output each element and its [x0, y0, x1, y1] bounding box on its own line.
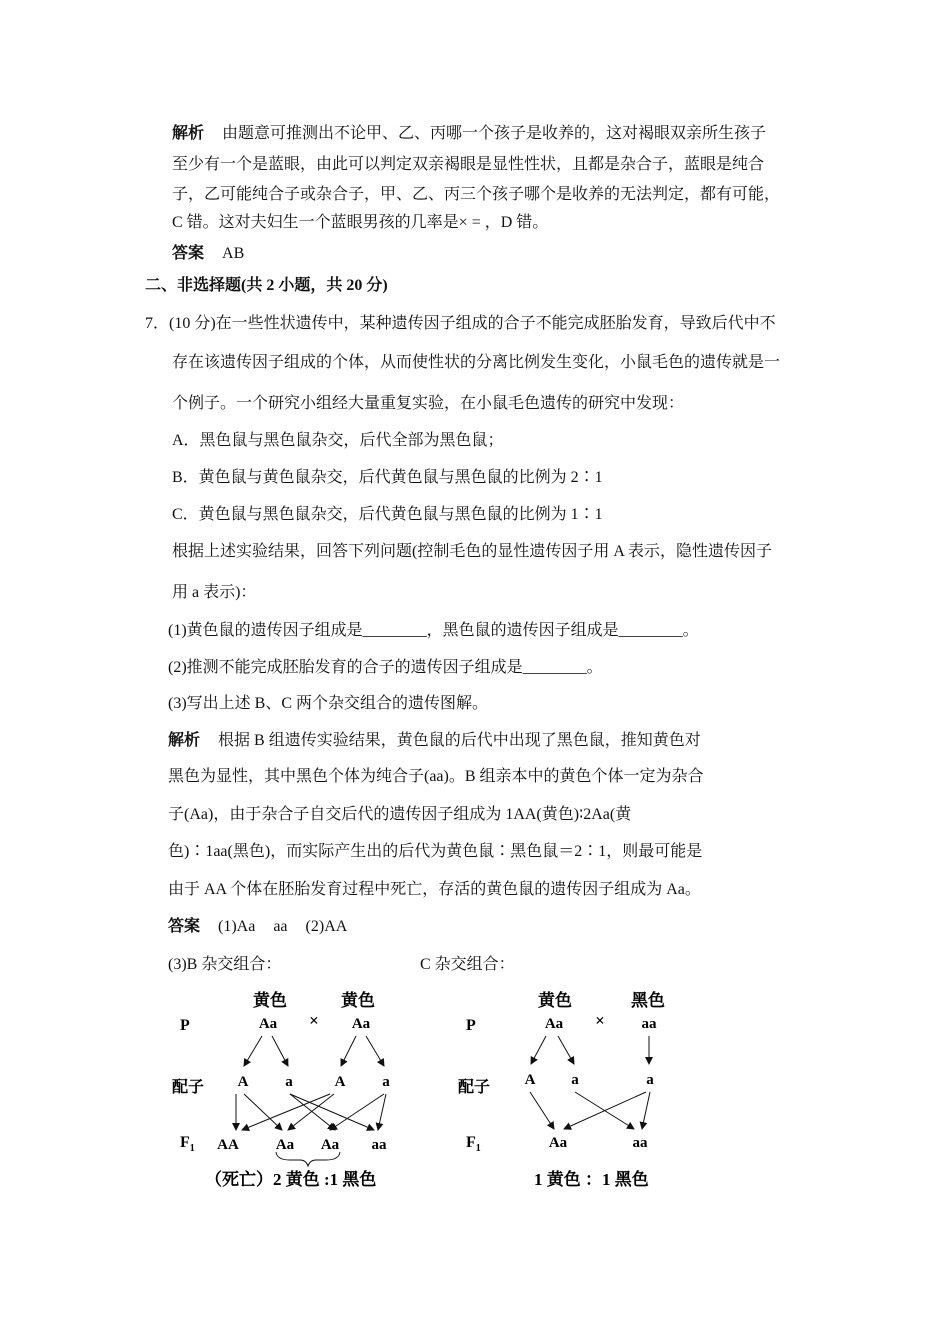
cross-b-offspring-1: AA: [217, 1137, 239, 1153]
cross-c-ratio: 1 黄色 ：1 黑色: [534, 1170, 649, 1189]
cross-b-offspring-3: Aa: [320, 1137, 340, 1153]
cross-b-brace: [276, 1152, 340, 1166]
answer-label: 答案: [172, 245, 205, 262]
cross-b-row-f1: $F_1$: [180, 1134, 195, 1154]
analysis2-label: 解析: [168, 732, 201, 749]
analysis-line-2: 至少有一个是蓝眼，由此可以判定双亲褐眼是显性性状，且都是杂合子，蓝眼是纯合: [172, 156, 765, 173]
cross-b-gamete-4: a: [382, 1074, 390, 1090]
cross-b-offspring-2: Aa: [275, 1137, 295, 1153]
analysis-line-4: C 错。这对夫妇生一个蓝眼男孩的几率是× = ，D 错。: [172, 214, 549, 231]
analysis-line-1: 解析 由题意可推测出不论甲、乙、丙哪一个孩子是收养的，这对褐眼双亲所生孩子: [172, 125, 767, 142]
option-b: B．黄色鼠与黄色鼠杂交，后代黄色鼠与黑色鼠的比例为 2∶1: [172, 469, 603, 486]
answer-2: 答案 (1)Aa aa (2)AA: [168, 918, 348, 935]
cross-b-arrows: [236, 1036, 386, 1130]
cross-c-gamete-1: A: [524, 1072, 536, 1088]
subquestion-1: (1)黄色鼠的遗传因子组成是________，黑色鼠的遗传因子组成是________。: [168, 622, 699, 639]
cross-c-offspring-1: Aa: [548, 1135, 568, 1151]
cross-c-row-p: P: [466, 1017, 476, 1034]
cross-b-row-gamete: 配子: [172, 1079, 205, 1096]
analysis-line-3: 子，乙可能纯合子或杂合子，甲、乙、丙三个孩子哪个是收养的无法判定，都有可能，: [172, 186, 781, 203]
cross-c-row-gamete: 配子: [458, 1079, 491, 1096]
cross-b-gamete-3: A: [334, 1074, 346, 1090]
cross-b-parent2-pheno: 黄色: [341, 991, 375, 1010]
cross-c-parent1-geno: Aa: [544, 1016, 564, 1032]
cross-b-parent1-geno: Aa: [258, 1016, 278, 1032]
cross-c-cross-symbol: ×: [595, 1011, 605, 1030]
section-title: 二、非选择题(共 2 小题，共 20 分): [145, 277, 388, 294]
cross-c-gamete-2: a: [571, 1072, 579, 1088]
cross-c-parent1-pheno: 黄色: [538, 991, 572, 1010]
subquestion-2: (2)推测不能完成胚胎发育的合子的遗传因子组成是________。: [168, 659, 603, 676]
analysis2-line-2: 黑色为显性，其中黑色个体为纯合子(aa)。B 组亲本中的黄色个体一定为杂合: [168, 768, 704, 785]
analysis-label: 解析: [172, 125, 205, 142]
cross-b-gamete-1: A: [237, 1074, 249, 1090]
subquestion-3: (3)写出上述 B、C 两个杂交组合的遗传图解。: [168, 695, 489, 712]
cross-c-offspring-2: aa: [632, 1135, 648, 1151]
cross-b-title: (3)B 杂交组合：: [168, 956, 282, 973]
cross-b-diagram: [172, 990, 390, 1189]
analysis2-line-4: 色)∶1aa(黑色)，而实际产生出的后代为黄色鼠∶黑色鼠＝2∶1，则最可能是: [168, 843, 703, 860]
option-a: A．黑色鼠与黑色鼠杂交，后代全部为黑色鼠；: [172, 432, 504, 449]
analysis2-line-3: 子(Aa)，由于杂合子自交后代的遗传因子组成为 1AA(黄色)∶2Aa(黄: [168, 806, 632, 823]
cross-c-diagram: [458, 990, 665, 1189]
cross-c-parent2-pheno: 黑色: [631, 991, 665, 1010]
cross-c-row-f1: $F_1$: [466, 1134, 481, 1154]
cross-b-ratio: （死亡）2 黄色 :1 黑色: [205, 1170, 377, 1189]
cross-c-title: C 杂交组合：: [420, 956, 515, 973]
cross-c-gamete-3: a: [646, 1072, 654, 1088]
cross-c-parent2-geno: aa: [641, 1016, 657, 1032]
analysis2-line-1: 解析 根据 B 组遗传实验结果，黄色鼠的后代中出现了黑色鼠，推知黄色对: [168, 732, 701, 749]
cross-c-arrows: [530, 1036, 650, 1129]
question-line-1: 7．(10 分)在一些性状遗传中，某种遗传因子组成的合子不能完成胚胎发育，导致后代中不: [145, 315, 776, 332]
cross-b-gamete-2: a: [285, 1074, 293, 1090]
instruction-line-1: 根据上述实验结果，回答下列问题(控制毛色的显性遗传因子用 A 表示，隐性遗传因子: [172, 543, 773, 560]
answer-value: AB: [222, 245, 245, 262]
answer2-label: 答案: [168, 918, 201, 935]
cross-b-parent1-pheno: 黄色: [253, 991, 287, 1010]
cross-b-parent2-geno: Aa: [351, 1016, 371, 1032]
question-line-2: 存在该遗传因子组成的个体，从而使性状的分离比例发生变化，小鼠毛色的遗传就是一: [172, 354, 781, 371]
analysis2-line-5: 由于 AA 个体在胚胎发育过程中死亡，存活的黄色鼠的遗传因子组成为 Aa。: [168, 881, 701, 898]
option-c: C．黄色鼠与黑色鼠杂交，后代黄色鼠与黑色鼠的比例为 1∶1: [172, 506, 603, 523]
instruction-line-2: 用 a 表示)：: [172, 584, 257, 601]
cross-b-row-p: P: [180, 1017, 190, 1034]
cross-b-offspring-4: aa: [371, 1137, 387, 1153]
cross-b-cross-symbol: ×: [309, 1011, 319, 1030]
question-line-3: 个例子。一个研究小组经大量重复实验，在小鼠毛色遗传的研究中发现：: [172, 395, 685, 412]
